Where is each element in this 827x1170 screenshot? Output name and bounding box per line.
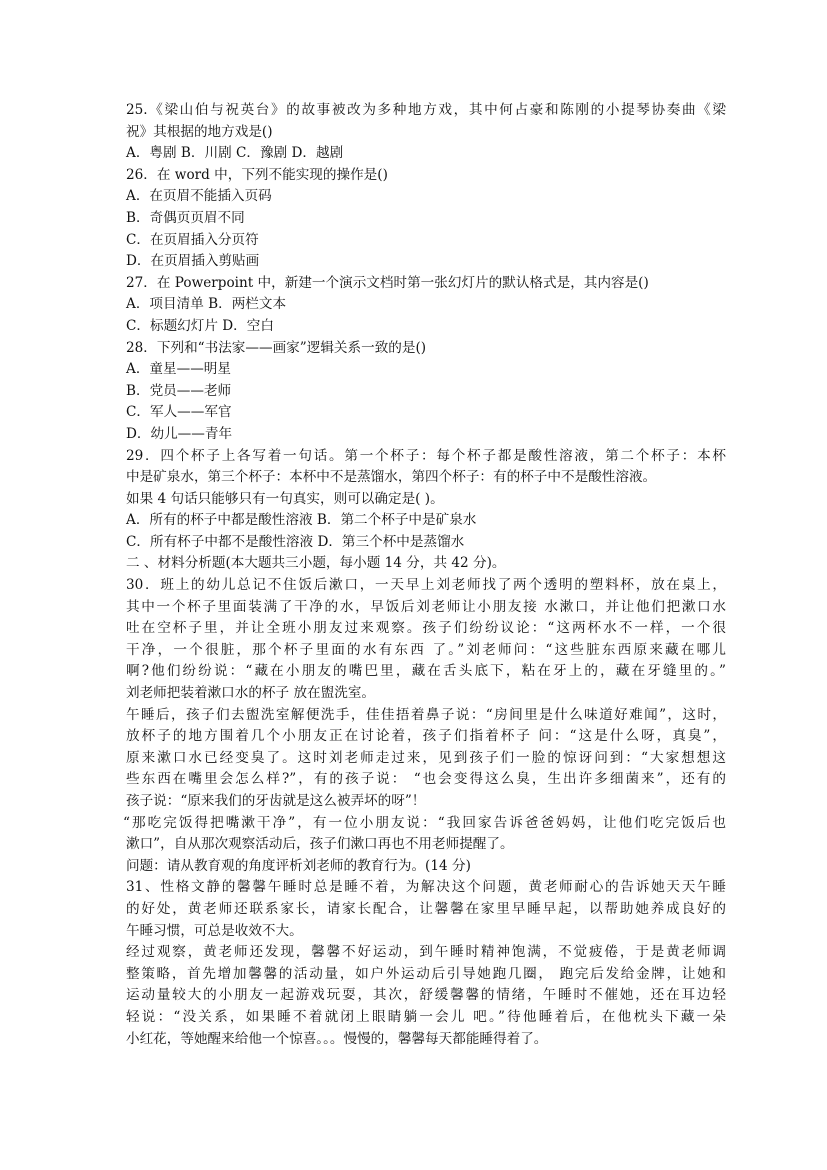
text-line: 中是矿泉水，第三个杯子：本杯中不是蒸馏水，第四个杯子：有的杯子中不是酸性溶液。 xyxy=(126,469,657,486)
text-line: 原来漱口水已经变臭了。这时刘老师走过来，见到孩子们一脸的惊讶问到：“大家想想这 xyxy=(126,749,726,766)
text-line: 如果 4 句话只能够只有一句真实，则可以确定是( )。 xyxy=(126,490,444,507)
text-line: C．军人——军官 xyxy=(126,404,232,421)
text-line: D．在页眉插入剪贴画 xyxy=(126,253,260,270)
text-line: A．所有的杯子中都是酸性溶液 B．第二个杯子中是矿泉水 xyxy=(126,512,477,529)
text-line: 经过观察，黄老师还发现，馨馨不好运动，到午睡时精神饱满，不觉疲倦，于是黄老师调 xyxy=(126,944,726,961)
text-line: 其中一个杯子里面装满了干净的水，早饭后刘老师让小朋友接 水漱口，并让他们把漱口水 xyxy=(126,598,726,615)
text-line: 25.《梁山伯与祝英台》的故事被改为多种地方戏，其中何占豪和陈刚的小提琴协奏曲《梁 xyxy=(126,102,726,118)
text-line: 些东西在嘴里会怎么样?”，有的孩子说： “也会变得这么臭，生出许多细菌来”，还有的 xyxy=(126,771,726,788)
text-line: 整策略，首先增加馨馨的活动量，如户外运动后引导她跑几圈， 跑完后发给金牌，让她和 xyxy=(126,965,726,982)
text-line: 孩子说：“原来我们的牙齿就是这么被弄坏的呀”！ xyxy=(126,793,426,809)
text-line: 干净，一个很脏，那个杯子里面的水有东西 了。”刘老师问：“这些脏东西原来藏在哪儿 xyxy=(126,641,726,658)
text-line: 吐在空杯子里，并让全班小朋友过来观察。孩子们纷纷议论：“这两杯水不一样，一个很 xyxy=(126,620,726,637)
text-line: D．幼儿——青年 xyxy=(126,425,233,442)
text-line: 刘老师把装着漱口水的杯子 放在盥洗室。 xyxy=(126,685,376,702)
document-page xyxy=(123,100,726,1050)
text-line: C．所有杯子中都不是酸性溶液 D．第三个杯中是蒸馏水 xyxy=(126,533,465,550)
text-line: 27．在 Powerpoint 中，新建一个演示文档时第一张幻灯片的默认格式是，其内容是() xyxy=(126,274,649,291)
text-line: 26．在 word 中，下列不能实现的操作是() xyxy=(126,166,388,183)
text-line: 放杯子的地方围着几个小朋友正在讨论着，孩子们指着杯子 问：“这是什么呀，真臭”， xyxy=(126,728,726,745)
text-line: 31、性格文静的馨馨午睡时总是睡不着，为解决这个问题，黄老师耐心的告诉她天天午睡 xyxy=(126,879,726,896)
text-line: 祝》其根据的地方戏是() xyxy=(126,123,273,140)
text-line: A．童星——明星 xyxy=(126,361,231,378)
text-line: 啊?他们纷纷说：“藏在小朋友的嘴巴里，藏在舌头底下，粘在牙上的，藏在牙缝里的。” xyxy=(126,663,726,680)
text-line: B．党员——老师 xyxy=(126,382,232,399)
text-line: 午睡习惯，可总是收效不大。 xyxy=(126,922,303,939)
text-line: C．标题幻灯片 D．空白 xyxy=(126,317,274,334)
text-line: 29．四个杯子上各写着一句话。第一个杯子：每个杯子都是酸性溶液，第二个杯子：本杯 xyxy=(126,447,726,464)
text-line: 轻说：“没关系，如果睡不着就闭上眼睛躺一会儿 吧。”待他睡着后，在他枕头下藏一朵 xyxy=(126,1008,726,1025)
text-line: A．粤剧 B．川剧 C．豫剧 D．越剧 xyxy=(126,145,344,162)
text-line: B．奇偶页页眉不同 xyxy=(126,209,245,226)
text-line: 30．班上的幼儿总记不住饭后漱口，一天早上刘老师找了两个透明的塑料杯，放在桌上， xyxy=(126,577,726,594)
text-line: 问题：请从教育观的角度评析刘老师的教育行为。(14 分) xyxy=(126,857,471,874)
text-line: 二 、材料分析题(本大题共三小题，每小题 14 分，共 42 分)。 xyxy=(126,555,506,572)
text-line: 的好处，黄老师还联系家长，请家长配合，让馨馨在家里早睡早起，以帮助她养成良好的 xyxy=(126,900,726,917)
text-line: 午睡后，孩子们去盥洗室解便洗手，佳佳捂着鼻子说：“房间里是什么味道好难闻”，这时， xyxy=(126,706,726,723)
text-line: C．在页眉插入分页符 xyxy=(126,231,259,248)
text-line: 小红花，等她醒来给他一个惊喜。。。慢慢的，馨馨每天都能睡得着了。 xyxy=(126,1030,548,1047)
text-line: A．项目清单 B．两栏文本 xyxy=(126,296,287,313)
text-line: 28．下列和“书法家——画家”逻辑关系一致的是() xyxy=(126,339,427,356)
text-line: A．在页眉不能插入页码 xyxy=(126,188,272,205)
text-line: “那吃完饭得把嘴漱干净”，有一位小朋友说：“我回家告诉爸爸妈妈，让他们吃完饭后也 xyxy=(123,814,726,831)
text-line: 漱口”，自从那次观察活动后，孩子们漱口再也不用老师提醒了。 xyxy=(126,836,514,853)
text-line: 运动量较大的小朋友一起游戏玩耍，其次，舒缓馨馨的情绪，午睡时不催她，还在耳边轻 xyxy=(126,987,726,1004)
